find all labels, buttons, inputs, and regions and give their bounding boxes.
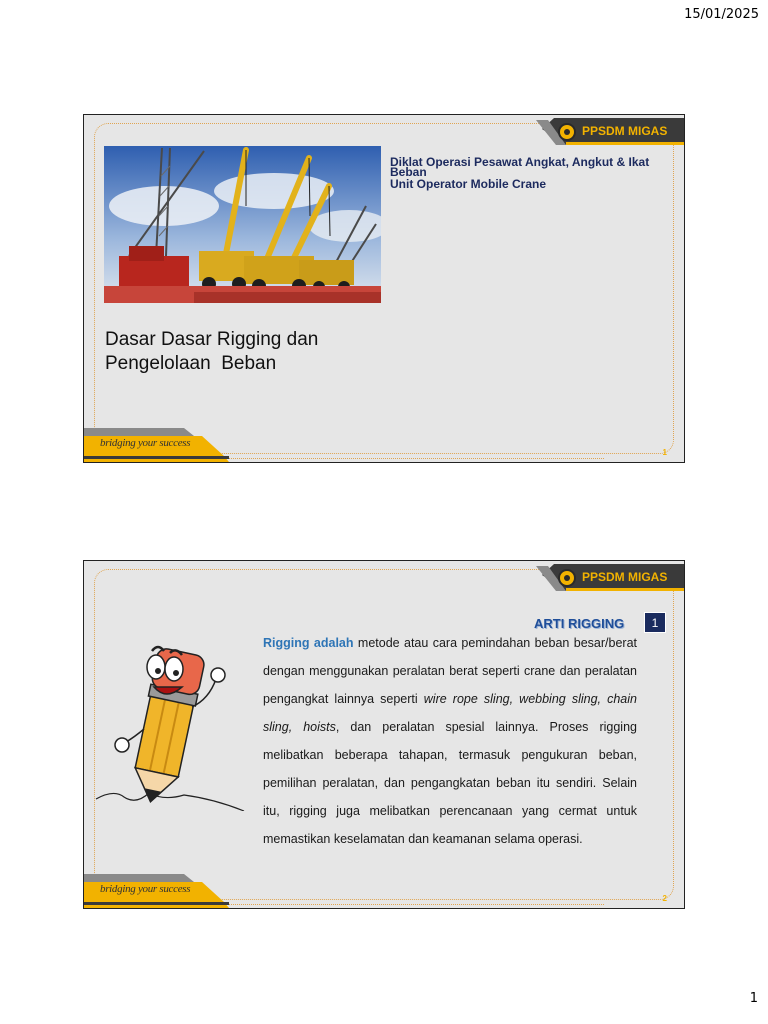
slide-title-line1: Dasar Dasar Rigging dan (105, 329, 319, 350)
slide-number: 2 (662, 894, 667, 903)
migas-logo-icon (558, 123, 576, 141)
tagline: bridging your success (100, 883, 191, 895)
definition-text-part2: , dan peralatan spesial lainnya. Proses rigging melibatkan beberapa tahapan, termasuk pengukuran beban, pemilihan peralatan, dan pengangkatan beban itu sendiri. Selain itu, rigging juga melibatkan perencanaan yang cermat untuk memastikan keselamatan dan keamanan selama operasi. (263, 720, 637, 846)
footer-divider (229, 458, 604, 459)
slide-2 (83, 560, 685, 909)
print-page-number: 1 (749, 991, 758, 1006)
section-title: ARTI RIGGING (534, 616, 625, 631)
pencil-mascot-illustration (94, 629, 262, 811)
definition-text-part1: metode atau cara pemindahan beban besar/berat dengan menggunakan peralatan berat seperti crane dan peralatan pengangkat lainnya seperti (263, 636, 637, 706)
slide-1 (83, 114, 685, 463)
brand-name: PPSDM MIGAS (582, 124, 668, 138)
footer-band (84, 428, 229, 462)
slide-number: 1 (662, 448, 667, 457)
slide-title (105, 328, 385, 376)
term-highlight: Rigging adalah (263, 636, 354, 650)
footer-divider (229, 904, 604, 905)
course-unit: Unit Operator Mobile Crane (390, 177, 547, 191)
slide-title-line2: Pengelolaan Beban (105, 353, 277, 374)
course-title-continued: Beban (390, 165, 427, 179)
brand-header (536, 118, 684, 145)
print-date: 15/01/2025 (684, 7, 759, 22)
crane-photo (104, 146, 381, 303)
tagline: bridging your success (100, 437, 191, 449)
migas-logo-icon (558, 569, 576, 587)
definition-paragraph (263, 629, 637, 853)
footer-band (84, 874, 229, 908)
brand-header (536, 564, 684, 591)
section-number-badge: 1 (644, 612, 666, 633)
equipment-examples: wire rope sling, webbing sling, chain sling, hoists (263, 692, 637, 734)
course-title: Diklat Operasi Pesawat Angkat, Angkut & Ikat (390, 155, 650, 169)
brand-name: PPSDM MIGAS (582, 570, 668, 584)
course-info (390, 157, 680, 189)
